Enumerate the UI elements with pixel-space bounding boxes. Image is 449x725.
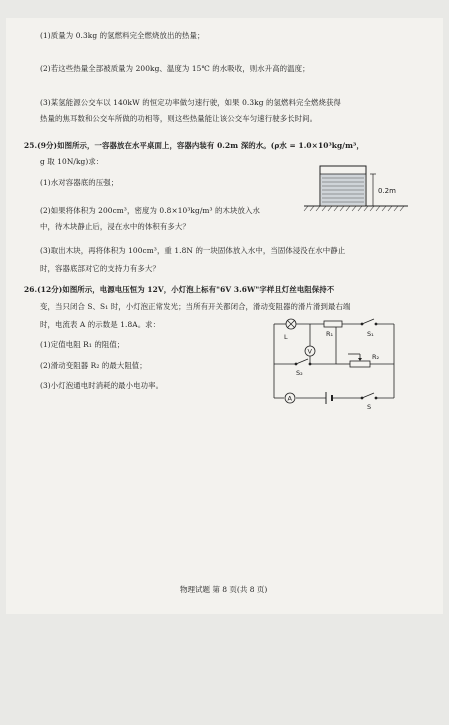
- battery-symbol: [326, 392, 332, 404]
- container: [320, 166, 366, 206]
- q25-part3-line2: 时，容器底部对它的支持力有多大？: [40, 264, 160, 273]
- ammeter-symbol: [285, 393, 295, 403]
- table-surface: [304, 206, 408, 211]
- switch-s1: [361, 319, 377, 325]
- q26-part3: (3)小灯泡通电时消耗的最小电功率。: [40, 381, 164, 390]
- q26-part2: (2)滑动变阻器 R₂ 的最大阻值；: [40, 361, 147, 370]
- rheostat-r2: [348, 354, 370, 367]
- container-figure: [300, 158, 412, 216]
- svg-text:V: V: [307, 347, 312, 356]
- label-s2: S₂: [296, 369, 303, 377]
- depth-label: 0.2m: [378, 187, 396, 195]
- circuit-diagram: [266, 316, 404, 410]
- label-s1: S₁: [367, 330, 374, 338]
- water-fill: [321, 174, 365, 205]
- svg-text:A: A: [287, 394, 292, 403]
- label-s: S: [367, 403, 372, 410]
- q25-part1: (1)水对容器底的压强；: [40, 178, 119, 187]
- lamp-symbol: [286, 319, 296, 329]
- switch-s: [361, 393, 377, 399]
- resistor-r1: [324, 321, 342, 327]
- q25-stem-line1: 25.(9分)如图所示，一容器放在水平桌面上，容器内装有 0.2m 深的水。(ρ水 = 1.0×10³kg/m³，: [24, 141, 364, 150]
- q26-stem-line3: 时，电流表 A 的示数是 1.8A。求：: [40, 320, 161, 329]
- depth-marker: [370, 174, 376, 206]
- q24-part1: (1)质量为 0.3kg 的氢燃料完全燃烧放出的热量；: [40, 31, 205, 40]
- q24-part2: (2)若这些热量全部被质量为 200kg、温度为 15℃ 的水吸收，则水升高的温度；: [40, 64, 310, 73]
- label-r2: R₂: [372, 353, 380, 361]
- q26-part1: (1)定值电阻 R₁ 的阻值；: [40, 340, 125, 349]
- voltmeter-symbol: [305, 346, 315, 356]
- label-l: L: [284, 333, 288, 341]
- q25-part2-line1: (2)如果将体积为 200cm³，密度为 0.8×10³kg/m³ 的木块放入水: [40, 206, 260, 215]
- q26-stem-line1: 26.(12分)如图所示，电源电压恒为 12V，小灯泡上标有"6V 3.6W"字样且灯丝电阻保持不: [24, 285, 335, 294]
- q25-part3-line1: (3)取出木块，再将体积为 100cm³，重 1.8N 的一块固体放入水中，当固体浸没在水中静止: [40, 246, 346, 255]
- q24-part3-line1: (3)某氢能源公交车以 140kW 的恒定功率做匀速行驶，如果 0.3kg 的氢燃料完全燃烧获得: [40, 98, 341, 107]
- q24-part3-line2: 热量的焦耳数和公交车所做的功相等，则这些热量能让该公交车匀速行驶多长时间。: [40, 114, 318, 123]
- q25-stem-line2: g 取 10N/kg)求：: [40, 157, 104, 166]
- q25-part2-line2: 中，待木块静止后，浸在水中的体积有多大？: [40, 222, 190, 231]
- q26-stem-line2: 变，当只闭合 S、S₁ 时，小灯泡正常发光；当所有开关都闭合，滑动变阻器的滑片滑到最右端: [40, 302, 351, 311]
- switch-s2: [295, 359, 311, 365]
- page-footer: 物理试题 第 8 页(共 8 页): [180, 585, 268, 594]
- circuit-wires: [274, 324, 394, 398]
- label-r1: R₁: [326, 330, 334, 338]
